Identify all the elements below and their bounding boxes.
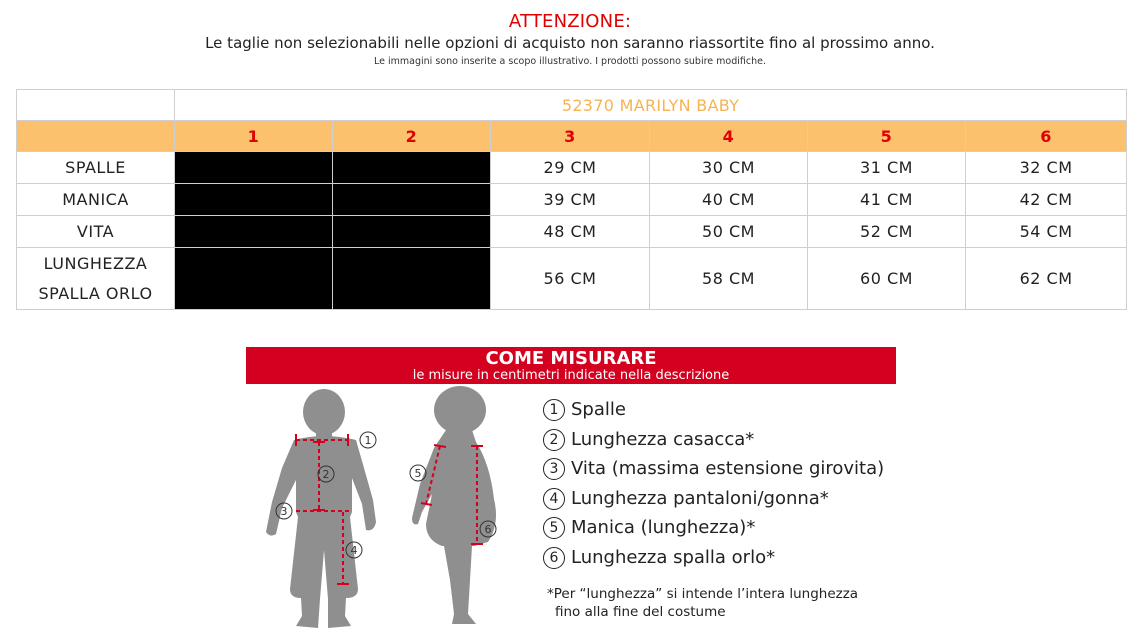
how-to-measure-banner xyxy=(246,347,896,384)
notice-disclaimer: Le immagini sono inserite a scopo illustrativo. I prodotti possono subire modifiche. xyxy=(374,56,766,67)
measure-cell: 32 CM xyxy=(966,152,1127,184)
size-header: 2 xyxy=(333,121,491,152)
marker-6-label: 6 xyxy=(484,523,492,536)
size-header: 5 xyxy=(808,121,966,152)
product-name: 52370 MARILYN BABY xyxy=(175,90,1127,121)
measure-cell: 40 CM xyxy=(650,184,808,216)
table-row xyxy=(17,184,1127,216)
unavailable-cell xyxy=(175,184,333,216)
table-row xyxy=(17,216,1127,248)
legend-item xyxy=(543,396,884,426)
table-row xyxy=(17,152,1127,184)
measure-cell: 31 CM xyxy=(808,152,966,184)
row-label: MANICA xyxy=(17,184,175,216)
row-label-line: SPALLA ORLO xyxy=(38,283,153,303)
measure-cell: 48 CM xyxy=(491,216,650,248)
marker-4-label: 4 xyxy=(350,544,358,557)
measure-cell: 62 CM xyxy=(966,248,1127,310)
marker-5-label: 5 xyxy=(414,467,422,480)
how-to-title: COME MISURARE xyxy=(485,348,657,369)
size-table xyxy=(16,89,1127,310)
size-header: 6 xyxy=(966,121,1127,152)
row-label: SPALLE xyxy=(17,152,175,184)
measure-cell: 30 CM xyxy=(650,152,808,184)
unavailable-cell xyxy=(333,216,491,248)
size-header: 4 xyxy=(650,121,808,152)
notice-body: Le taglie non selezionabili nelle opzioni di acquisto non saranno riassortite fino al prossimo anno. xyxy=(205,34,935,52)
table-row xyxy=(17,248,1127,310)
how-to-subtitle: le misure in centimetri indicate nella descrizione xyxy=(412,368,730,383)
measure-cell: 52 CM xyxy=(808,216,966,248)
legend-number: 1 xyxy=(543,399,565,421)
legend-label: Lunghezza spalla orlo* xyxy=(571,546,776,568)
legend-number: 5 xyxy=(543,517,565,539)
legend-item xyxy=(543,426,884,456)
footnote-line: fino alla fine del costume xyxy=(555,604,726,620)
measure-cell: 39 CM xyxy=(491,184,650,216)
legend-number: 3 xyxy=(543,458,565,480)
legend-item xyxy=(543,514,884,544)
legend-item xyxy=(543,544,884,574)
unavailable-cell xyxy=(175,216,333,248)
size-header: 3 xyxy=(491,121,650,152)
legend-label: Spalle xyxy=(571,399,626,420)
child-side-figure-icon xyxy=(412,386,496,624)
unavailable-cell xyxy=(333,248,491,310)
marker-3-label: 3 xyxy=(280,505,288,518)
table-product-row xyxy=(17,90,1127,121)
legend-number: 2 xyxy=(543,429,565,451)
unavailable-cell xyxy=(333,184,491,216)
legend-number: 6 xyxy=(543,547,565,569)
row-label: VITA xyxy=(17,216,175,248)
measure-cell: 54 CM xyxy=(966,216,1127,248)
measure-cell: 50 CM xyxy=(650,216,808,248)
measure-cell: 41 CM xyxy=(808,184,966,216)
legend-label: Manica (lunghezza)* xyxy=(571,517,756,538)
table-corner-cell xyxy=(17,90,175,121)
row-label xyxy=(17,248,175,310)
notice-title: ATTENZIONE: xyxy=(508,11,632,32)
legend-item xyxy=(543,455,884,485)
size-header: 1 xyxy=(175,121,333,152)
measurement-figures xyxy=(246,384,536,642)
marker-1-label: 1 xyxy=(364,434,372,447)
legend-label: Lunghezza casacca* xyxy=(571,428,755,450)
table-header-blank xyxy=(17,121,175,152)
measure-cell: 60 CM xyxy=(808,248,966,310)
legend-label: Lunghezza pantaloni/gonna* xyxy=(571,487,829,509)
unavailable-cell xyxy=(333,152,491,184)
unavailable-cell xyxy=(175,152,333,184)
measure-cell: 29 CM xyxy=(491,152,650,184)
table-header-row xyxy=(17,121,1127,152)
legend-number: 4 xyxy=(543,488,565,510)
legend-label: Vita (massima estensione girovita) xyxy=(571,458,885,479)
measure-legend xyxy=(543,396,884,573)
unavailable-cell xyxy=(175,248,333,310)
marker-2-label: 2 xyxy=(322,468,330,481)
measure-cell: 42 CM xyxy=(966,184,1127,216)
measure-cell: 56 CM xyxy=(491,248,650,310)
row-label-line: LUNGHEZZA xyxy=(43,253,148,273)
legend-item xyxy=(543,485,884,515)
length-footnote xyxy=(547,585,858,621)
footnote-line: *Per “lunghezza” si intende l’intera lunghezza xyxy=(547,586,859,602)
measure-cell: 58 CM xyxy=(650,248,808,310)
